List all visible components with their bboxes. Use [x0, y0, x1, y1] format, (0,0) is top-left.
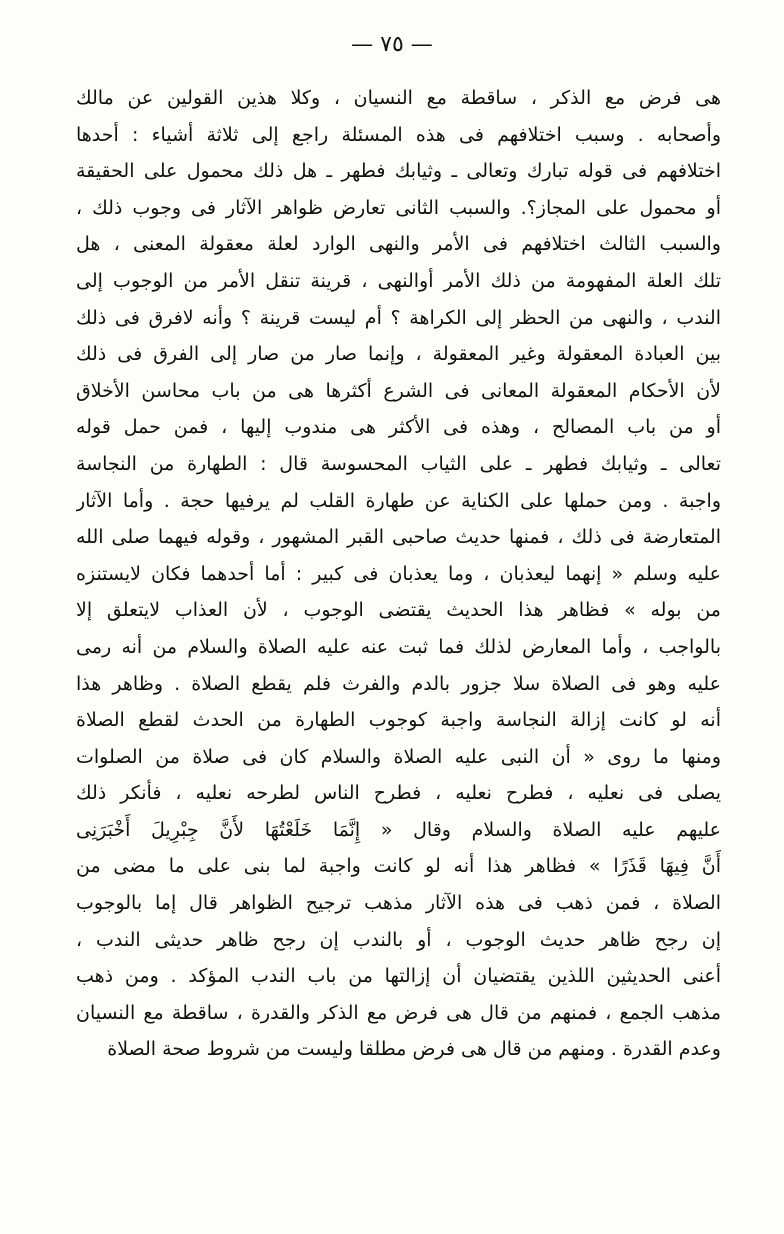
text-line: الندب ، والنهى من الحظر إلى الكراهة ؟ أم ليست قرينة ؟ وأنه لافرق فى ذلك: [76, 306, 721, 329]
text-line: اختلافهم فى قوله تبارك وتعالى ـ وثيابك فطهر ـ هل ذلك محمول على الحقيقة: [76, 160, 721, 183]
text-line: أنه لو كانت إزالة النجاسة واجبة كوجوب الطهارة من الحدث لقطع الصلاة: [76, 709, 721, 732]
text-line: من بوله » فظاهر هذا الحديث يقتضى الوجوب ، لأن العذاب لايتعلق إلا: [76, 599, 721, 622]
text-line: أو محمول على المجاز؟. والسبب الثانى تعارض ظواهر الآثار فى وجوب ذلك ،: [76, 196, 721, 219]
text-line: بالواجب ، وأما المعارض لذلك فما ثبت عنه عليه الصلاة والسلام من أنه رمى: [76, 635, 721, 658]
body-text: [76, 80, 721, 1068]
text-line: بين العبادة المعقولة وغير المعقولة ، وإنما صار من صار إلى الفرق فى ذلك: [76, 343, 721, 366]
text-line: عليهم عليه الصلاة والسلام وقال « إِنَّمَا خَلَعْتُهَا لأَنَّ جِبْرِيلَ أَخْبَرَنِى: [76, 818, 721, 841]
text-line: تعالى ـ وثيابك فطهر ـ على الثياب المحسوسة قال : الطهارة من النجاسة: [76, 452, 721, 475]
text-line: تلك العلة المفهومة من ذلك الأمر أوالنهى ، قرينة تنقل الأمر من الوجوب إلى: [76, 269, 721, 292]
text-line: ومنها ما روى « أن النبى عليه الصلاة والسلام كان فى صلاة من الصلوات: [76, 745, 721, 768]
text-line: المتعارضة فى ذلك ، فمنها حديث صاحبى القبر المشهور ، وقوله فيهما صلى الله: [76, 526, 721, 549]
text-line: عليه وهو فى الصلاة سلا جزور بالدم والفرث فلم يقطع الصلاة . وظاهر هذا: [76, 672, 721, 695]
text-line: وعدم القدرة . ومنهم من قال هى فرض مطلقا وليست من شروط صحة الصلاة: [107, 1038, 721, 1061]
text-line: واجبة . ومن حملها على الكناية عن طهارة القلب لم يرفيها حجة . وأما الآثار: [76, 489, 721, 512]
text-line: هى فرض مع الذكر ، ساقطة مع النسيان ، وكلا هذين القولين عن مالك: [76, 87, 721, 109]
text-line: أعنى الحديثين اللذين يقتضيان أن إزالتها من باب الندب المؤكد . ومن ذهب: [76, 965, 721, 988]
page-number: — ٧٥ —: [351, 32, 433, 57]
text-line: يصلى فى نعليه ، فطرح نعليه ، فطرح الناس لطرحه نعليه ، فأنكر ذلك: [76, 782, 721, 805]
text-line: لأن الأحكام المعقولة المعانى فى الشرع أكثرها هى من باب محاسن الأخلاق: [76, 379, 721, 402]
text-line: وأصحابه . وسبب اختلافهم فى هذه المسئلة راجع إلى ثلاثة أشياء : أحدها: [76, 123, 721, 146]
text-line: والسبب الثالث اختلافهم فى الأمر والنهى الوارد لعلة معقولة المعنى ، هل: [76, 233, 721, 256]
text-line: الصلاة ، فمن ذهب فى هذه الآثار مذهب ترجيح الظواهر قال إما بالوجوب: [76, 892, 721, 915]
text-line: أو من باب المصالح ، وهذه فى الأكثر هى مندوب إليها ، فمن حمل قوله: [76, 416, 721, 439]
text-line: مذهب الجمع ، فمنهم من قال هى فرض مع الذكر والقدرة ، ساقطة مع النسيان: [76, 1001, 721, 1024]
text-line: إن رجح ظاهر حديث الوجوب ، أو بالندب إن رجح ظاهر حديثى الندب ،: [76, 928, 721, 951]
text-line: أَنَّ فِيهَا قَذَرًا » فظاهر هذا أنه لو كانت واجبة لما بنى على ما مضى من: [76, 855, 721, 878]
text-line: عليه وسلم « إنهما ليعذبان ، وما يعذبان فى كبير : أما أحدهما فكان لايستنزه: [76, 562, 721, 585]
